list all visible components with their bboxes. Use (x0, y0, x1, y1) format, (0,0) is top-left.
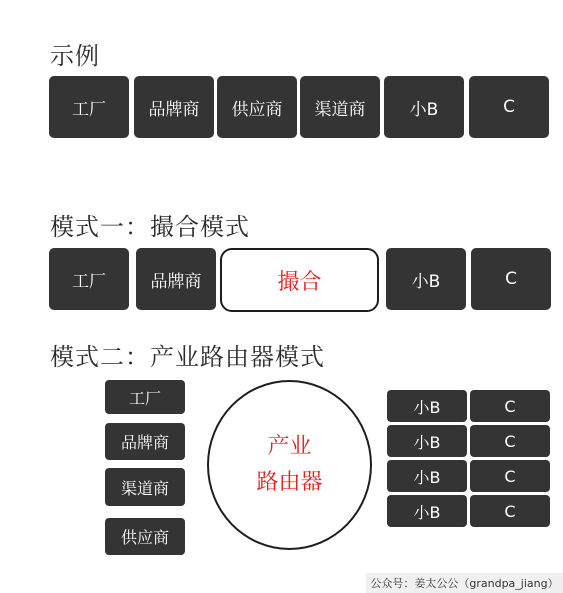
mode1-title: 模式一：撮合模式 (50, 213, 250, 241)
industry-router-circle (207, 380, 372, 550)
mode2-box-factory: 工厂 (105, 380, 185, 414)
mode2-box-c: C (470, 460, 550, 492)
mode1-box-small-b: 小B (386, 248, 466, 310)
industry-router-label-line1: 产业 (267, 434, 312, 459)
mode2-box-small-b: 小B (387, 390, 467, 422)
example-box-brand: 品牌商 (134, 76, 214, 138)
mode2-box-c: C (470, 425, 550, 457)
mode2-box-channel: 渠道商 (105, 468, 185, 506)
mode1-box-c: C (471, 248, 551, 310)
example-box-factory: 工厂 (49, 76, 129, 138)
mode2-box-brand: 品牌商 (105, 423, 185, 460)
example-box-channel: 渠道商 (300, 76, 380, 138)
mode2-box-supplier: 供应商 (105, 518, 185, 555)
mode2-box-small-b: 小B (387, 495, 467, 527)
mode2-box-c: C (470, 495, 550, 527)
example-title: 示例 (50, 42, 100, 70)
example-box-small-b: 小B (384, 76, 464, 138)
mode2-title: 模式二：产业路由器模式 (50, 343, 325, 371)
footer-watermark: 公众号：姜太公公（grandpa_jiang） (366, 573, 563, 593)
mode2-box-small-b: 小B (387, 425, 467, 457)
example-box-supplier: 供应商 (217, 76, 297, 138)
mode2-box-small-b: 小B (387, 460, 467, 492)
mode1-box-brand: 品牌商 (136, 248, 216, 310)
industry-router-label-line2: 路由器 (256, 470, 323, 495)
mode1-matching-box: 撮合 (220, 248, 379, 312)
example-box-c: C (469, 76, 549, 138)
mode2-box-c: C (470, 390, 550, 422)
mode1-box-factory: 工厂 (49, 248, 129, 310)
